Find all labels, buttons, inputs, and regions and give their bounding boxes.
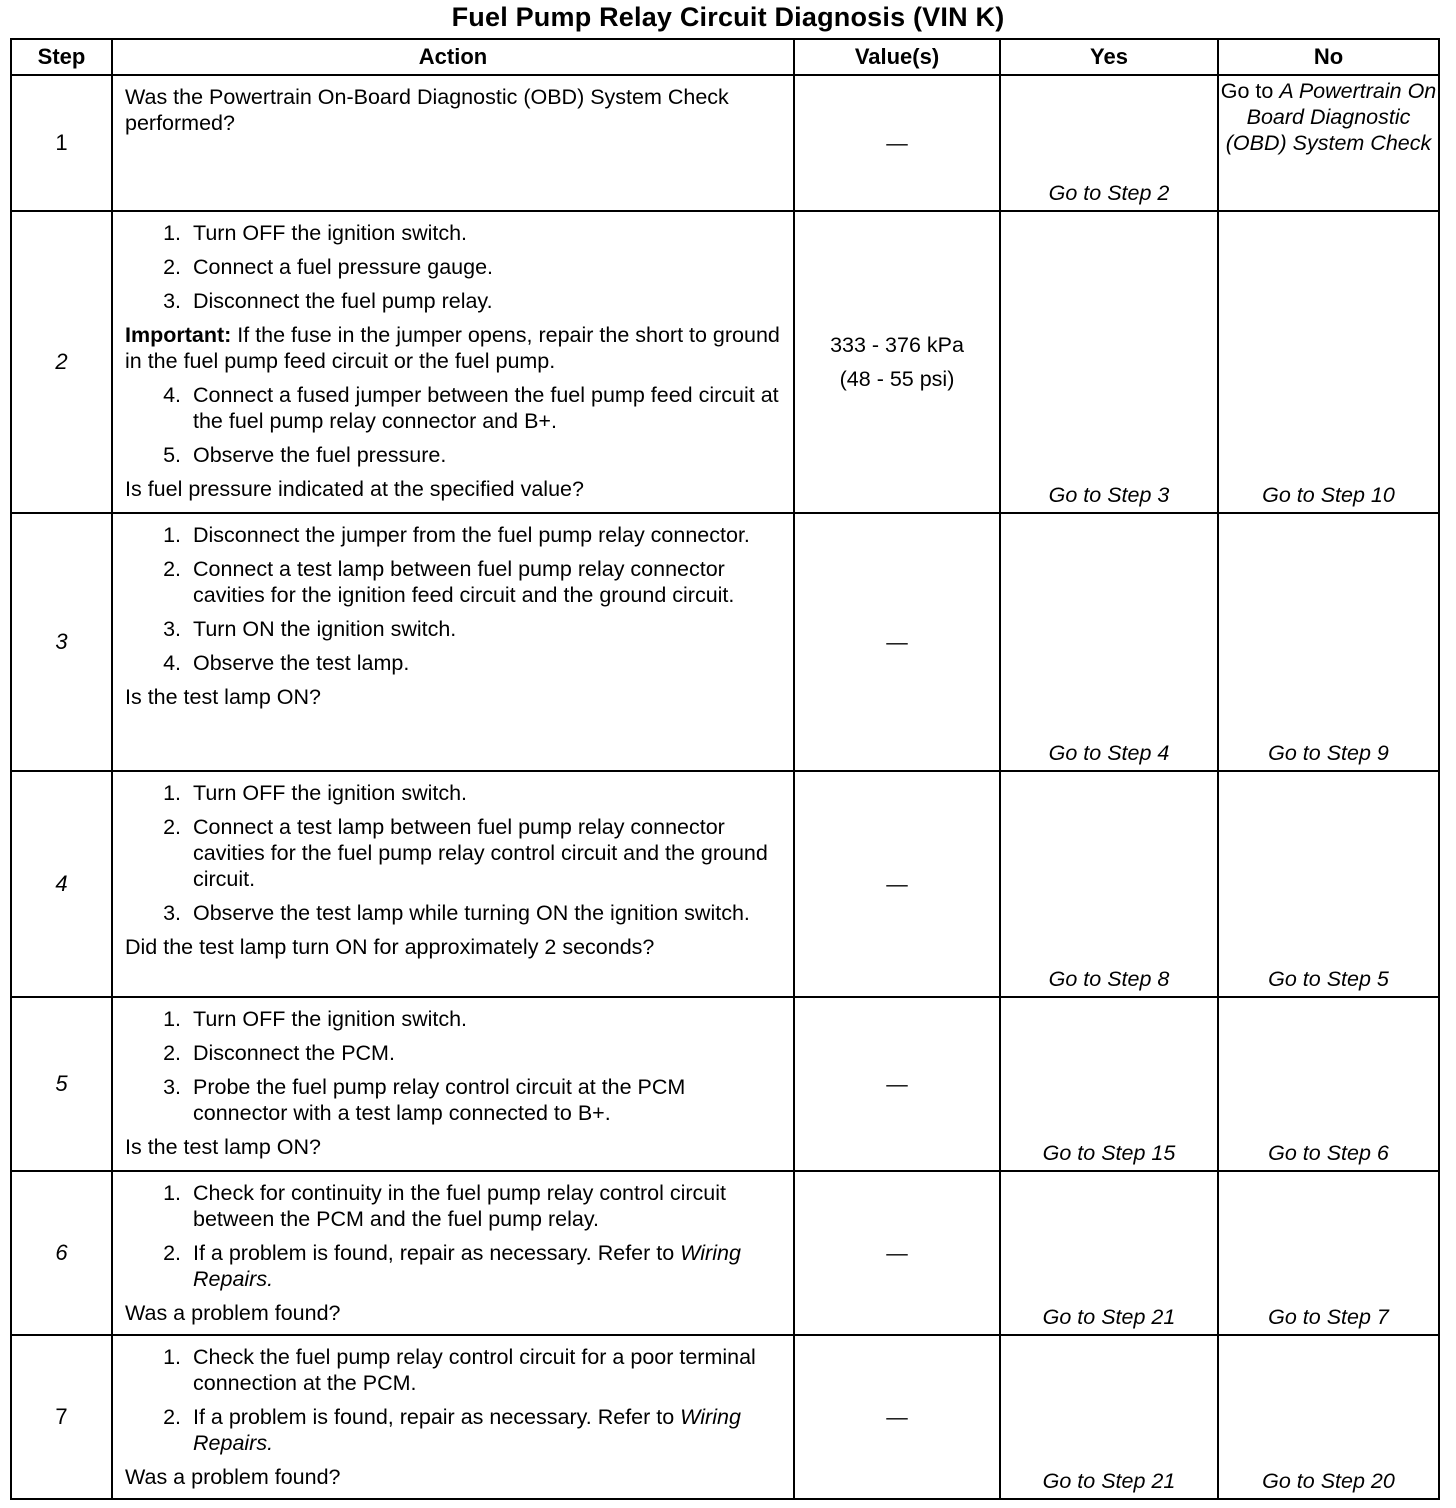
yes-link[interactable]: Go to Step 8: [1000, 771, 1218, 997]
action-cell: [112, 513, 794, 771]
table-row: [11, 75, 1439, 211]
action-question: Did the test lamp turn ON for approximately 2 seconds?: [125, 935, 655, 959]
list-item: [125, 1040, 781, 1066]
page-title: Fuel Pump Relay Circuit Diagnosis (VIN K): [451, 2, 1005, 32]
table-row: [11, 997, 1439, 1171]
list-item: [125, 650, 781, 676]
table-row: [11, 1335, 1439, 1499]
list-item: [125, 382, 781, 434]
list-item: [125, 1240, 781, 1292]
list-item: [125, 780, 781, 806]
action-question: Is the test lamp ON?: [125, 685, 321, 709]
list-item: [125, 220, 781, 246]
header-step: Step: [11, 39, 112, 75]
item-number: 3.: [163, 1075, 181, 1099]
value-cell: —: [794, 1171, 1000, 1335]
list-item: [125, 522, 781, 548]
list-item: [125, 1344, 781, 1396]
list-item: [125, 254, 781, 280]
item-text: Turn OFF the ignition switch.: [193, 781, 468, 805]
item-number: 1.: [163, 1345, 181, 1369]
action-steps: [125, 522, 781, 676]
list-item: [125, 442, 781, 468]
action-question: Was the Powertrain On-Board Diagnostic (OBD) System Check performed?: [125, 85, 729, 135]
item-number: 3.: [163, 617, 181, 641]
item-text-plain: If a problem is found, repair as necessary. Refer to: [193, 1405, 681, 1429]
item-text: Turn OFF the ignition switch.: [193, 1007, 468, 1031]
action-question: Is fuel pressure indicated at the specified value?: [125, 477, 584, 501]
important-label: Important:: [125, 323, 232, 347]
item-text: Turn ON the ignition switch.: [193, 617, 457, 641]
no-link[interactable]: Go to Step 6: [1218, 997, 1439, 1171]
action-cell: [112, 1335, 794, 1499]
no-link[interactable]: Go to Step 10: [1218, 211, 1439, 513]
action-cell: [112, 75, 794, 211]
action-steps: [125, 220, 781, 314]
table-row: [11, 771, 1439, 997]
item-number: 4.: [163, 651, 181, 675]
item-text: Connect a test lamp between fuel pump relay connector cavities for the ignition feed circuit and the ground circuit.: [193, 557, 735, 607]
table-row: [11, 513, 1439, 771]
step-number: 2: [11, 211, 112, 513]
action-cell: [112, 1171, 794, 1335]
action-steps: [125, 1006, 781, 1126]
item-text: Connect a fused jumper between the fuel pump feed circuit at the fuel pump relay connector and B+.: [193, 383, 779, 433]
no-link[interactable]: Go to Step 20: [1218, 1335, 1439, 1499]
list-item: [125, 1074, 781, 1126]
item-number: 2.: [163, 1241, 181, 1265]
item-text: Connect a fuel pressure gauge.: [193, 255, 494, 279]
value-psi: (48 - 55 psi): [839, 367, 955, 391]
item-number: 2.: [163, 815, 181, 839]
item-text: Check the fuel pump relay control circuit for a poor terminal connection at the PCM.: [193, 1345, 756, 1395]
value-cell: —: [794, 1335, 1000, 1499]
item-text-plain: If a problem is found, repair as necessary. Refer to: [193, 1241, 681, 1265]
important-text: If the fuse in the jumper opens, repair the short to ground in the fuel pump feed circuit or the fuel pump.: [125, 323, 780, 373]
item-text: [193, 1404, 781, 1456]
step-number: 5: [11, 997, 112, 1171]
action-steps: [125, 1344, 781, 1456]
yes-link[interactable]: Go to Step 3: [1000, 211, 1218, 513]
step-number: 1: [11, 75, 112, 211]
list-item: [125, 900, 781, 926]
item-text: Observe the fuel pressure.: [193, 443, 447, 467]
action-cell: [112, 771, 794, 997]
no-link[interactable]: [1218, 75, 1439, 211]
value-cell: —: [794, 771, 1000, 997]
diagnosis-table: [10, 38, 1440, 1500]
item-text: Disconnect the fuel pump relay.: [193, 289, 493, 313]
wiring-repairs-link[interactable]: Wiring Repairs.: [193, 1241, 741, 1291]
step-number: 3: [11, 513, 112, 771]
item-text: Probe the fuel pump relay control circuit at the PCM connector with a test lamp connected to B+.: [193, 1075, 686, 1125]
item-number: 1.: [163, 1007, 181, 1031]
item-text: Disconnect the PCM.: [193, 1041, 395, 1065]
list-item: [125, 1180, 781, 1232]
list-item: [125, 1006, 781, 1032]
no-link[interactable]: Go to Step 7: [1218, 1171, 1439, 1335]
list-item: [125, 1404, 781, 1456]
action-steps: [125, 1180, 781, 1292]
value-cell: [794, 211, 1000, 513]
action-question: Was a problem found?: [125, 1465, 341, 1489]
action-cell: [112, 211, 794, 513]
list-item: [125, 814, 781, 892]
item-number: 3.: [163, 901, 181, 925]
item-number: 1.: [163, 1181, 181, 1205]
list-item: [125, 288, 781, 314]
no-link[interactable]: Go to Step 9: [1218, 513, 1439, 771]
yes-link[interactable]: Go to Step 2: [1000, 75, 1218, 211]
item-number: 3.: [163, 289, 181, 313]
item-number: 2.: [163, 557, 181, 581]
value-cell: —: [794, 513, 1000, 771]
header-no: No: [1218, 39, 1439, 75]
item-number: 5.: [163, 443, 181, 467]
value-cell: —: [794, 75, 1000, 211]
item-text: Observe the test lamp while turning ON the ignition switch.: [193, 901, 750, 925]
item-number: 2.: [163, 1041, 181, 1065]
value-kpa: 333 - 376 kPa: [830, 333, 964, 357]
header-row: [11, 39, 1439, 75]
item-number: 2.: [163, 1405, 181, 1429]
step-number: 4: [11, 771, 112, 997]
list-item: [125, 556, 781, 608]
item-text: Connect a test lamp between fuel pump relay connector cavities for the fuel pump relay control circuit and the ground circuit.: [193, 815, 768, 891]
item-number: 1.: [163, 523, 181, 547]
table-row: [11, 1171, 1439, 1335]
item-text: Observe the test lamp.: [193, 651, 410, 675]
item-number: 2.: [163, 255, 181, 279]
no-link[interactable]: Go to Step 5: [1218, 771, 1439, 997]
action-cell: [112, 997, 794, 1171]
step-number: 6: [11, 1171, 112, 1335]
item-number: 1.: [163, 781, 181, 805]
yes-link[interactable]: Go to Step 4: [1000, 513, 1218, 771]
yes-link[interactable]: Go to Step 15: [1000, 997, 1218, 1171]
item-number: 4.: [163, 383, 181, 407]
header-action: Action: [112, 39, 794, 75]
header-values: Value(s): [794, 39, 1000, 75]
action-steps: [125, 780, 781, 926]
action-question: Was a problem found?: [125, 1301, 341, 1325]
value-cell: —: [794, 997, 1000, 1171]
table-row: [11, 211, 1439, 513]
item-text: Turn OFF the ignition switch.: [193, 221, 468, 245]
item-text: Check for continuity in the fuel pump relay control circuit between the PCM and the fuel pump relay.: [193, 1181, 726, 1231]
no-link-prefix: Go to: [1220, 79, 1280, 103]
header-yes: Yes: [1000, 39, 1218, 75]
wiring-repairs-link[interactable]: Wiring Repairs.: [193, 1405, 741, 1455]
item-number: 1.: [163, 221, 181, 245]
item-text: [193, 1240, 781, 1292]
step-number: 7: [11, 1335, 112, 1499]
yes-link[interactable]: Go to Step 21: [1000, 1335, 1218, 1499]
action-steps: [125, 382, 781, 468]
yes-link[interactable]: Go to Step 21: [1000, 1171, 1218, 1335]
important-note: [125, 322, 781, 374]
item-text: Disconnect the jumper from the fuel pump relay connector.: [193, 523, 750, 547]
action-question: Is the test lamp ON?: [125, 1135, 321, 1159]
no-link-target[interactable]: A Powertrain On Board Diagnostic (OBD) System Check: [1225, 79, 1437, 155]
list-item: [125, 616, 781, 642]
